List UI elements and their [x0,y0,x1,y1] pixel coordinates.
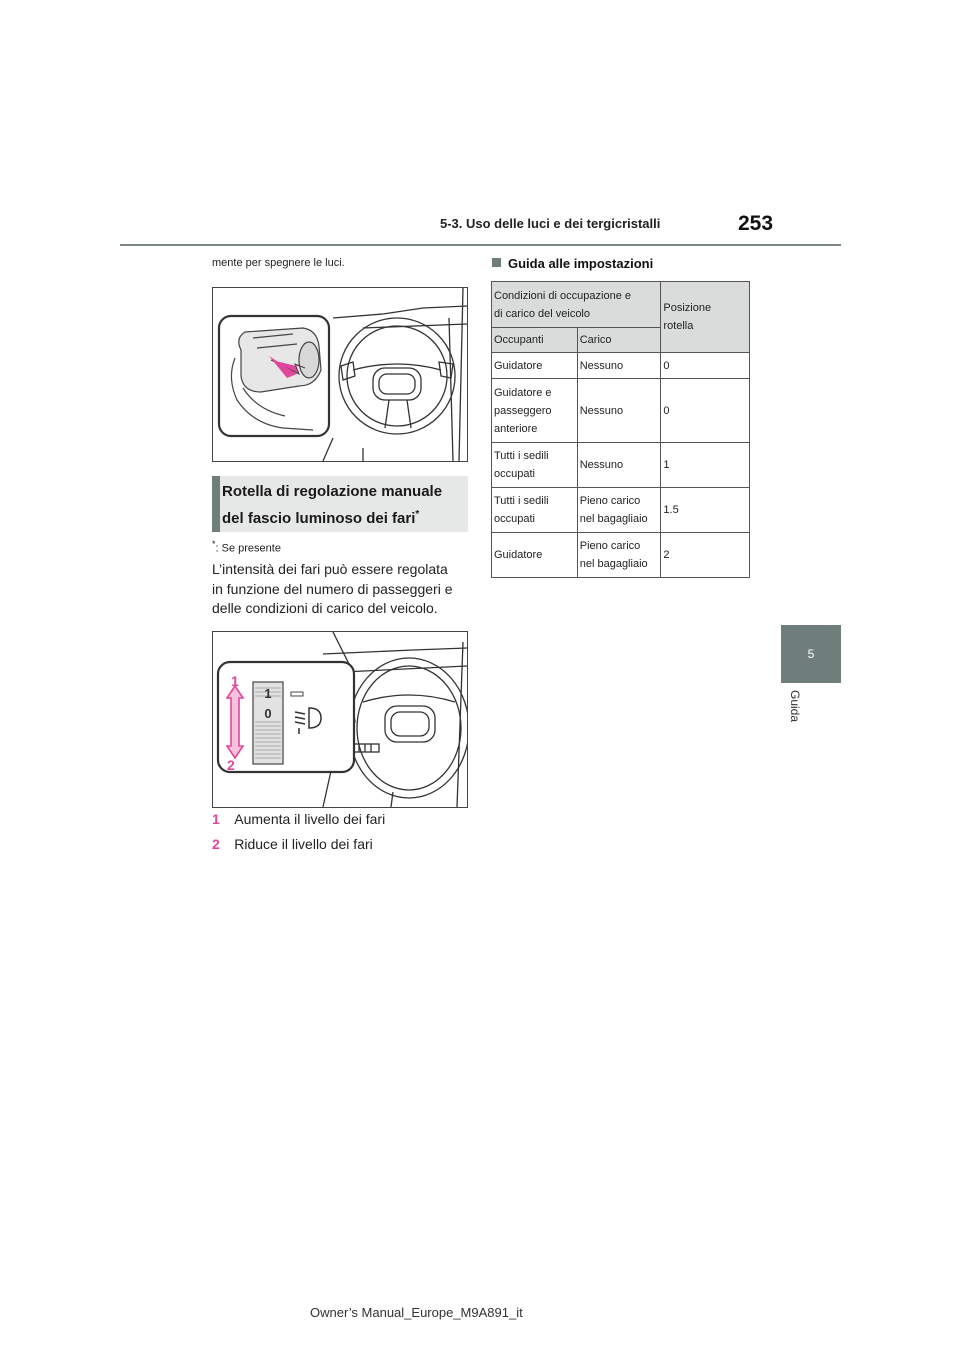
settings-table [491,281,750,578]
section-heading-bar [212,476,220,532]
footnote [212,539,281,555]
intro-paragraph [212,560,482,619]
cell-line: passeggero [494,404,552,417]
chapter-label: Guida [788,690,802,723]
callout-text: Aumenta il livello dei fari [234,811,386,827]
section-heading-title [222,480,442,530]
cell-load: Nessuno [577,379,661,443]
cell-line: anteriore [494,422,538,435]
table-row [492,533,750,578]
cell-load [577,488,661,533]
cell-line: Tutti i sedili [494,450,549,462]
chapter-number: 5 [807,647,815,661]
table-row [492,443,750,488]
cell-line: nel bagagliaio [579,513,648,525]
light-switch-drawing [213,288,467,461]
cell-occupants [492,443,578,488]
intro-text: mente per spegnere le luci. [212,257,345,269]
header-rule [120,244,841,246]
paragraph-line: delle condizioni di carico del veicolo. [212,600,438,616]
callout-number: 1 [212,811,220,827]
table-row [492,379,750,443]
chapter-tab [781,625,841,683]
dial-mark-top: 1 [264,686,272,701]
table-header-position [661,282,750,353]
cell-line: occupati [494,513,535,525]
footer-document-id: Owner’s Manual_Europe_M9A891_it [310,1305,523,1320]
table-header-occupants: Occupanti [492,328,578,353]
cell-line: Pieno carico [579,540,641,552]
callout-text: Riduce il livello dei fari [234,836,373,852]
header-position-line1: Posizione [663,302,712,314]
footnote-mark: * [212,539,216,549]
table-row [492,488,750,533]
headlight-leveling-dial-illustration [212,631,468,808]
header-position-line2: rotella [663,320,694,332]
light-switch-illustration [212,287,468,462]
cell-line: occupati [494,468,535,480]
cell-load [577,533,661,578]
callout-item [212,836,373,854]
cell-line: Guidatore e [494,386,552,399]
table-heading-text: Guida alle impostazioni [508,256,654,271]
heading-square-bullet [492,258,501,267]
cell-position: 1.5 [661,488,750,533]
callout-number: 2 [212,836,220,852]
cell-position: 1 [661,443,750,488]
cell-load: Nessuno [577,353,661,379]
dial-mark-bottom: 0 [264,706,272,721]
cell-load: Nessuno [577,443,661,488]
cell-occupants [492,379,578,443]
section-heading-asterisk: * [415,509,420,520]
cell-line: Pieno carico [579,495,641,507]
section-heading-line1: Rotella di regolazione manuale [222,483,443,500]
running-header-section: 5-3. Uso delle luci e dei tergicristalli [440,216,661,231]
dial-drawing [213,632,467,807]
table-header-conditions [492,282,661,328]
header-conditions-line2: di carico del veicolo [494,307,590,320]
callout-item [212,811,385,829]
table-row [492,353,750,379]
footnote-text: : Se presente [215,542,281,555]
cell-occupants: Guidatore [492,353,578,379]
section-heading-line2: del fascio luminoso dei fari [222,510,416,527]
paragraph-line: in funzione del numero di passeggeri e [212,580,453,597]
arrow-label-down: 2 [227,757,235,773]
cell-occupants: Guidatore [492,533,578,578]
table-heading [492,256,653,271]
section-heading [212,476,468,532]
paragraph-line: L’intensità dei fari può essere regolata [212,561,448,577]
cell-position: 2 [661,533,750,578]
cell-occupants [492,488,578,533]
cell-position: 0 [661,353,750,379]
cell-line: Tutti i sedili [494,495,549,507]
page-number: 253 [738,212,774,235]
arrow-label-up: 1 [231,673,239,689]
cell-line: nel bagagliaio [579,558,648,570]
header-conditions-line1: Condizioni di occupazione e [494,289,631,302]
cell-position: 0 [661,379,750,443]
table-header-load: Carico [577,328,661,353]
